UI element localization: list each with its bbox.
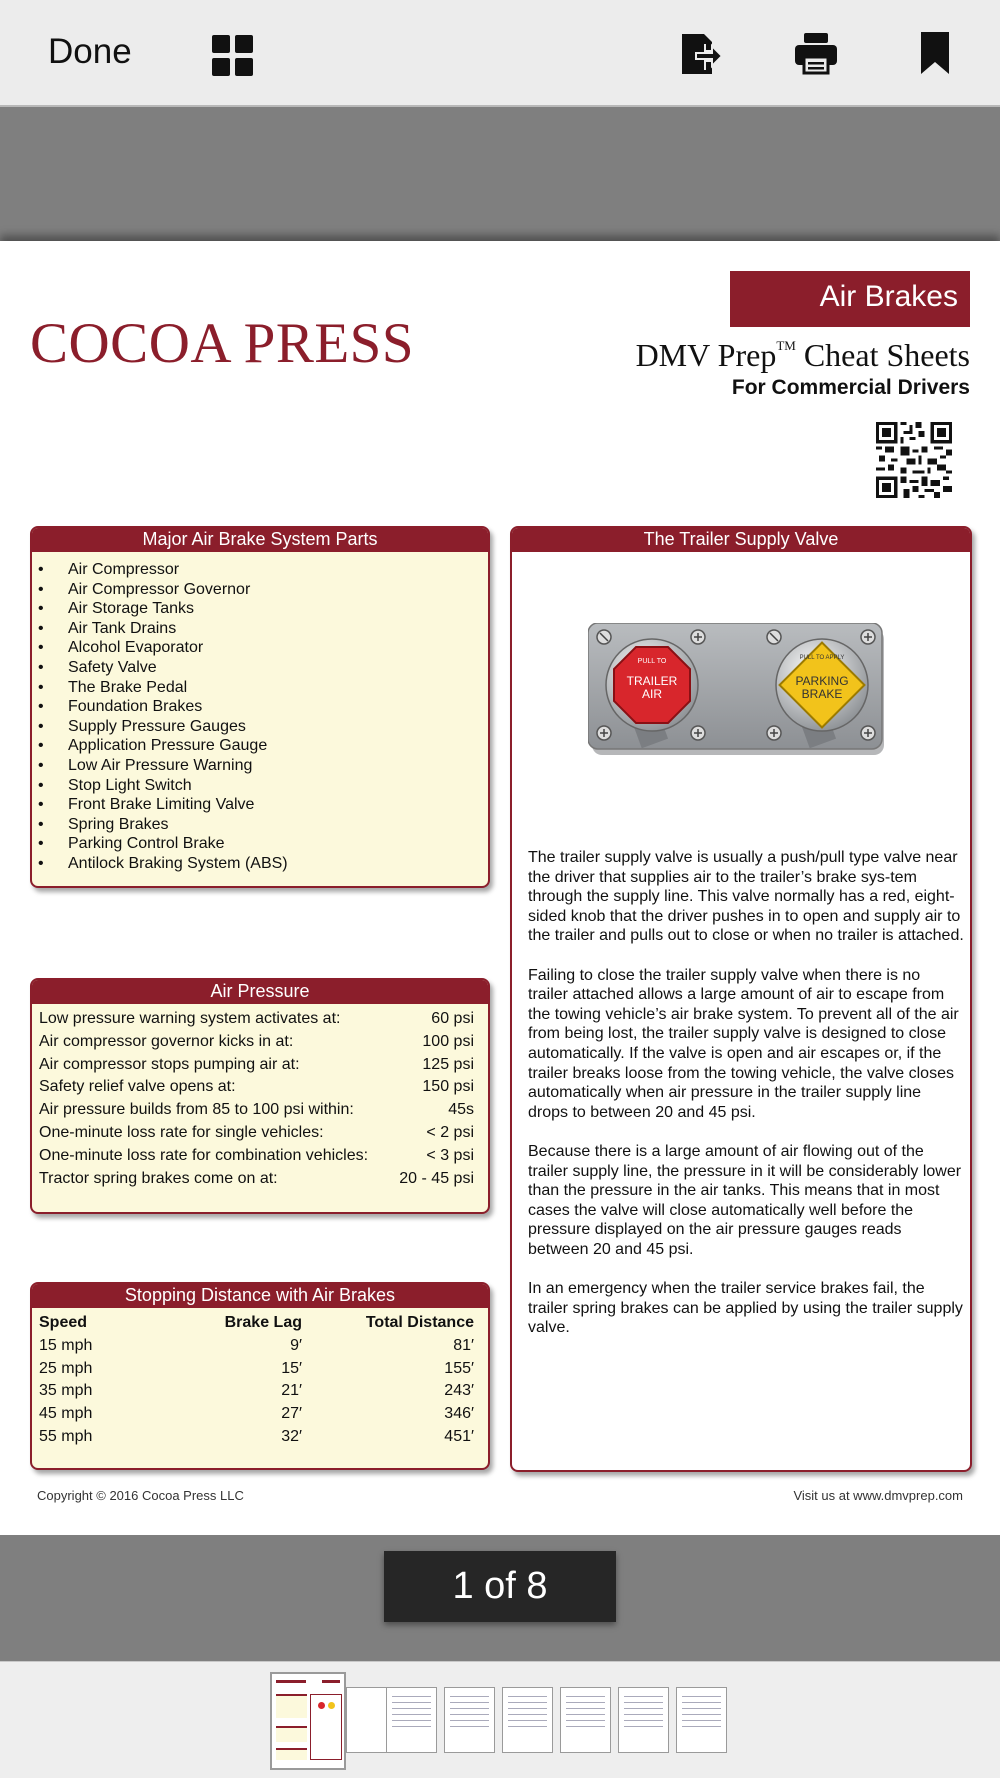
table-header-row (32, 1312, 488, 1335)
total-distance-cell: 451′ (444, 1427, 474, 1445)
list-item: • Air Compressor Governor (38, 580, 488, 600)
speed-cell: 35 mph (39, 1382, 93, 1400)
list-item: • Spring Brakes (38, 815, 488, 835)
table-row (32, 1122, 488, 1145)
series-title-rest: Cheat Sheets (795, 337, 970, 373)
column-header: Brake Lag (224, 1314, 302, 1331)
pressure-value: 150 psi (422, 1078, 474, 1096)
total-distance-cell: 243′ (444, 1382, 474, 1400)
list-item: • Air Storage Tanks (38, 599, 488, 619)
table-row (32, 1031, 488, 1054)
table-row (32, 1099, 488, 1122)
series-title-main: DMV Prep (635, 337, 777, 373)
pressure-label: Low pressure warning system activates at: (39, 1010, 341, 1027)
parking-knob-line2: BRAKE (801, 687, 843, 701)
valve-panel-illustration (588, 623, 888, 763)
page-thumbnail-6[interactable] (560, 1687, 611, 1753)
speed-cell: 45 mph (39, 1405, 93, 1423)
pressure-value: 60 psi (431, 1010, 474, 1027)
trademark-mark: TM (776, 338, 796, 353)
table-row (32, 1054, 488, 1077)
table-row (32, 1380, 488, 1403)
brake-lag-cell: 32′ (281, 1427, 302, 1445)
print-icon[interactable] (793, 30, 839, 76)
list-item: • Low Air Pressure Warning (38, 756, 488, 776)
table-row (32, 1168, 488, 1191)
table-row (32, 1145, 488, 1168)
stopping-title: Stopping Distance with Air Brakes (32, 1284, 488, 1308)
grid-icon[interactable] (212, 35, 254, 77)
page-thumbnail-5[interactable] (502, 1687, 553, 1753)
pressure-label: Air compressor stops pumping air at: (39, 1055, 300, 1073)
list-item: • Stop Light Switch (38, 776, 488, 796)
stopping-table (32, 1312, 488, 1449)
parking-knob-top-text: PULL TO APPLY (799, 655, 845, 661)
paragraph: The trailer supply valve is usually a push/pull type valve near the driver that supplies air to the trailer’s brake sys-tem through the supply line. This valve normally has a red, eight-sided knob that the driver pushes in to open and supply air to the trailer and pulls out to close or when no trailer is attached. (528, 849, 964, 945)
pressure-label: One-minute loss rate for single vehicles: (39, 1123, 324, 1141)
table-row (32, 1426, 488, 1449)
top-toolbar (0, 0, 1000, 107)
page-thumbnail-8[interactable] (676, 1687, 727, 1753)
list-item: • Air Compressor (38, 560, 488, 580)
pressure-panel (30, 978, 490, 1214)
pressure-label: Air pressure builds from 85 to 100 psi within: (39, 1101, 354, 1119)
table-row (32, 1335, 488, 1358)
series-title (636, 337, 970, 374)
pressure-table (32, 1004, 488, 1190)
trailer-valve-panel (510, 526, 972, 1472)
series-subtitle: For Commercial Drivers (731, 376, 970, 399)
pressure-value: < 2 psi (426, 1123, 474, 1141)
document-page[interactable] (0, 241, 1000, 1535)
brake-lag-cell: 21′ (281, 1382, 302, 1400)
stopping-panel (30, 1282, 490, 1470)
page-thumbnail-4[interactable] (444, 1687, 495, 1753)
list-item: • Foundation Brakes (38, 697, 488, 717)
table-row (32, 1403, 488, 1426)
bookmark-icon[interactable] (912, 30, 958, 76)
paragraph: Because there is a large amount of air flowing out of the trailer supply line, the pressure in it will be considerably lower than the pressure in the air tanks. This means that in most cases the valve will close automatically well before the pressure displayed on the air pressure gauges reads between 20 and 45 psi. (528, 1142, 962, 1258)
done-button[interactable]: Done (48, 32, 132, 71)
page-thumbnail-1[interactable] (270, 1672, 346, 1770)
list-item: • Supply Pressure Gauges (38, 717, 488, 737)
export-icon[interactable] (678, 30, 724, 76)
parts-title: Major Air Brake System Parts (32, 528, 488, 552)
list-item: • Air Tank Drains (38, 619, 488, 639)
trailer-knob-line1: TRAILER (626, 674, 678, 688)
pressure-value: 100 psi (422, 1032, 474, 1050)
brake-lag-cell: 9′ (290, 1336, 302, 1354)
pressure-label: Safety relief valve opens at: (39, 1078, 236, 1096)
speed-cell: 15 mph (39, 1336, 93, 1354)
copyright-text: Copyright © 2016 Cocoa Press LLC (37, 1488, 244, 1503)
pressure-label: Air compressor governor kicks in at: (39, 1032, 294, 1050)
trailer-knob-top-text: PULL TO (637, 658, 667, 665)
parts-list (32, 552, 488, 874)
pressure-label: One-minute loss rate for combination vehicles: (39, 1146, 369, 1164)
list-item: • The Brake Pedal (38, 678, 488, 698)
table-row (32, 1076, 488, 1099)
pressure-label: Tractor spring brakes come on at: (39, 1169, 278, 1187)
column-header: Speed (39, 1314, 88, 1331)
total-distance-cell: 346′ (444, 1405, 474, 1423)
table-row (32, 1008, 488, 1031)
brake-lag-cell: 15′ (281, 1359, 302, 1377)
total-distance-cell: 81′ (453, 1336, 474, 1354)
list-item: • Front Brake Limiting Valve (38, 795, 488, 815)
list-item: • Application Pressure Gauge (38, 736, 488, 756)
pressure-value: 45s (448, 1101, 474, 1119)
list-item: • Safety Valve (38, 658, 488, 678)
qr-code[interactable] (876, 422, 952, 498)
trailer-knob-line2: AIR (641, 687, 663, 701)
total-distance-cell: 155′ (444, 1359, 474, 1377)
pressure-value: 125 psi (422, 1055, 474, 1073)
brake-lag-cell: 27′ (281, 1405, 302, 1423)
publisher-logo: COCOA PRESS (30, 312, 415, 375)
paragraph: Failing to close the trailer supply valve when there is no trailer attached allows a large amount of air to escape from the towing vehicle’s air brake system. To prevent all of the air from being lost, the trailer supply valve is designed to close automatically. If the valve is open and air escapes or, if the trailer breaks loose from the towing vehicle, the valve closes automatically when air pressure in the trailer supply line drops to between 20 and 45 psi. (528, 966, 959, 1121)
speed-cell: 55 mph (39, 1427, 93, 1445)
pressure-value: < 3 psi (426, 1146, 474, 1164)
trailer-valve-text (528, 848, 964, 1357)
thumbnail-strip (0, 1661, 1000, 1778)
website-text: Visit us at www.dmvprep.com (793, 1488, 963, 1503)
trailer-title: The Trailer Supply Valve (512, 528, 970, 552)
column-header: Total Distance (365, 1314, 474, 1331)
paragraph: In an emergency when the trailer service brakes fail, the trailer spring brakes can be applied by using the trailer supply valve. (528, 1280, 963, 1337)
pressure-title: Air Pressure (32, 980, 488, 1004)
parking-knob-line1: PARKING (795, 674, 849, 688)
topic-tag: Air Brakes (730, 271, 970, 327)
speed-cell: 25 mph (39, 1359, 93, 1377)
viewer-background-top (0, 107, 1000, 241)
page-indicator: 1 of 8 (384, 1551, 616, 1622)
list-item: • Alcohol Evaporator (38, 638, 488, 658)
table-row (32, 1358, 488, 1381)
page-thumbnail-3[interactable] (386, 1687, 437, 1753)
parts-panel (30, 526, 490, 888)
pressure-value: 20 - 45 psi (399, 1169, 474, 1187)
list-item: • Parking Control Brake (38, 834, 488, 854)
page-thumbnail-7[interactable] (618, 1687, 669, 1753)
list-item: • Antilock Braking System (ABS) (38, 854, 488, 874)
